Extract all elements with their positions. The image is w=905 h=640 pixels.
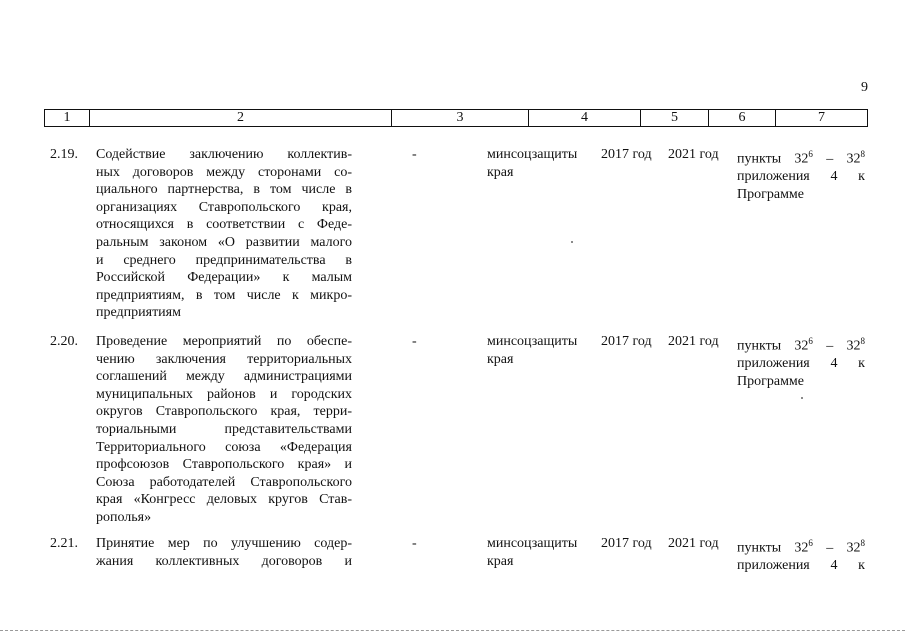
row-number: 2.20.	[50, 334, 78, 349]
header-col-3: 3	[392, 110, 529, 126]
table-header-row	[44, 109, 868, 127]
scan-bottom-edge	[0, 630, 905, 631]
measure-description	[96, 146, 352, 322]
description-line: Содействие заключению коллектив-	[96, 147, 352, 162]
executor	[487, 146, 591, 181]
co-executor: -	[412, 334, 417, 349]
measure-description	[96, 535, 352, 570]
description-line: организациях Ставропольского края,	[96, 199, 352, 215]
scan-speck	[571, 241, 573, 243]
description-line: жания коллективных договоров и	[96, 553, 352, 569]
header-col-1: 1	[45, 110, 90, 126]
header-col-6: 6	[709, 110, 776, 126]
start-year: 2017 год	[601, 536, 652, 551]
description-line: предприятиям	[96, 305, 181, 321]
executor-line: минсоцзащиты	[487, 147, 578, 162]
description-line: Проведение мероприятий по обеспе-	[96, 334, 352, 349]
description-line: ральным законом «О развитии малого	[96, 234, 352, 250]
scan-speck	[801, 397, 803, 399]
start-year: 2017 год	[601, 334, 652, 349]
description-line: ториальными представительствами	[96, 421, 352, 437]
start-year: 2017 год	[601, 147, 652, 162]
description-line: округов Ставропольского края, терри-	[96, 404, 352, 420]
executor-line: края	[487, 164, 514, 180]
basis-line: пункты $32^6 - 32^8$	[737, 538, 865, 556]
header-col-7: 7	[818, 110, 825, 125]
executor	[487, 535, 591, 570]
row-number: 2.19.	[50, 147, 78, 162]
co-executor: -	[412, 536, 417, 551]
header-col-4: 4	[529, 110, 641, 126]
end-year: 2021 год	[668, 334, 719, 349]
basis-line: Программе	[737, 186, 804, 202]
description-line: и среднего предпринимательства в	[96, 252, 352, 268]
executor	[487, 333, 591, 368]
description-line: Территориального союза «Федерация	[96, 439, 352, 455]
description-line: чению заключения территориальных	[96, 351, 352, 367]
description-line: ных договоров между сторонами со-	[96, 164, 352, 180]
basis-reference	[737, 535, 865, 575]
measure-description	[96, 333, 352, 527]
row-number: 2.21.	[50, 536, 78, 551]
description-line: Союза работодателей Ставропольского	[96, 474, 352, 490]
basis-line: пункты $32^6 - 32^8$	[737, 149, 865, 167]
executor-line: минсоцзащиты	[487, 334, 578, 349]
end-year: 2021 год	[668, 147, 719, 162]
description-line: относящихся в соответствии с Феде-	[96, 217, 352, 233]
description-line: циального партнерства, в том числе в	[96, 182, 352, 198]
header-col-5: 5	[641, 110, 709, 126]
description-line: соглашений между администрациями	[96, 369, 352, 385]
executor-line: минсоцзащиты	[487, 536, 578, 551]
description-line: Российской Федерации» к малым	[96, 270, 352, 286]
end-year: 2021 год	[668, 536, 719, 551]
executor-line: края	[487, 351, 514, 367]
co-executor: -	[412, 147, 417, 162]
header-col-2: 2	[90, 110, 392, 126]
description-line: рополья»	[96, 509, 152, 525]
basis-reference	[737, 333, 865, 390]
basis-line: пункты $32^6 - 32^8$	[737, 336, 865, 354]
basis-line: Программе	[737, 373, 804, 389]
basis-line: приложения 4 к	[737, 558, 865, 574]
basis-line: приложения 4 к	[737, 169, 865, 185]
description-line: профсоюзов Ставропольского края» и	[96, 457, 352, 473]
basis-line: приложения 4 к	[737, 356, 865, 372]
description-line: края «Конгресс деловых кругов Став-	[96, 492, 352, 508]
description-line: Принятие мер по улучшению содер-	[96, 536, 352, 551]
description-line: предприятиям, в том числе к микро-	[96, 287, 352, 303]
basis-reference	[737, 146, 865, 203]
page-number: 9	[861, 80, 868, 95]
executor-line: края	[487, 553, 514, 569]
description-line: муниципальных районов и городских	[96, 386, 352, 402]
